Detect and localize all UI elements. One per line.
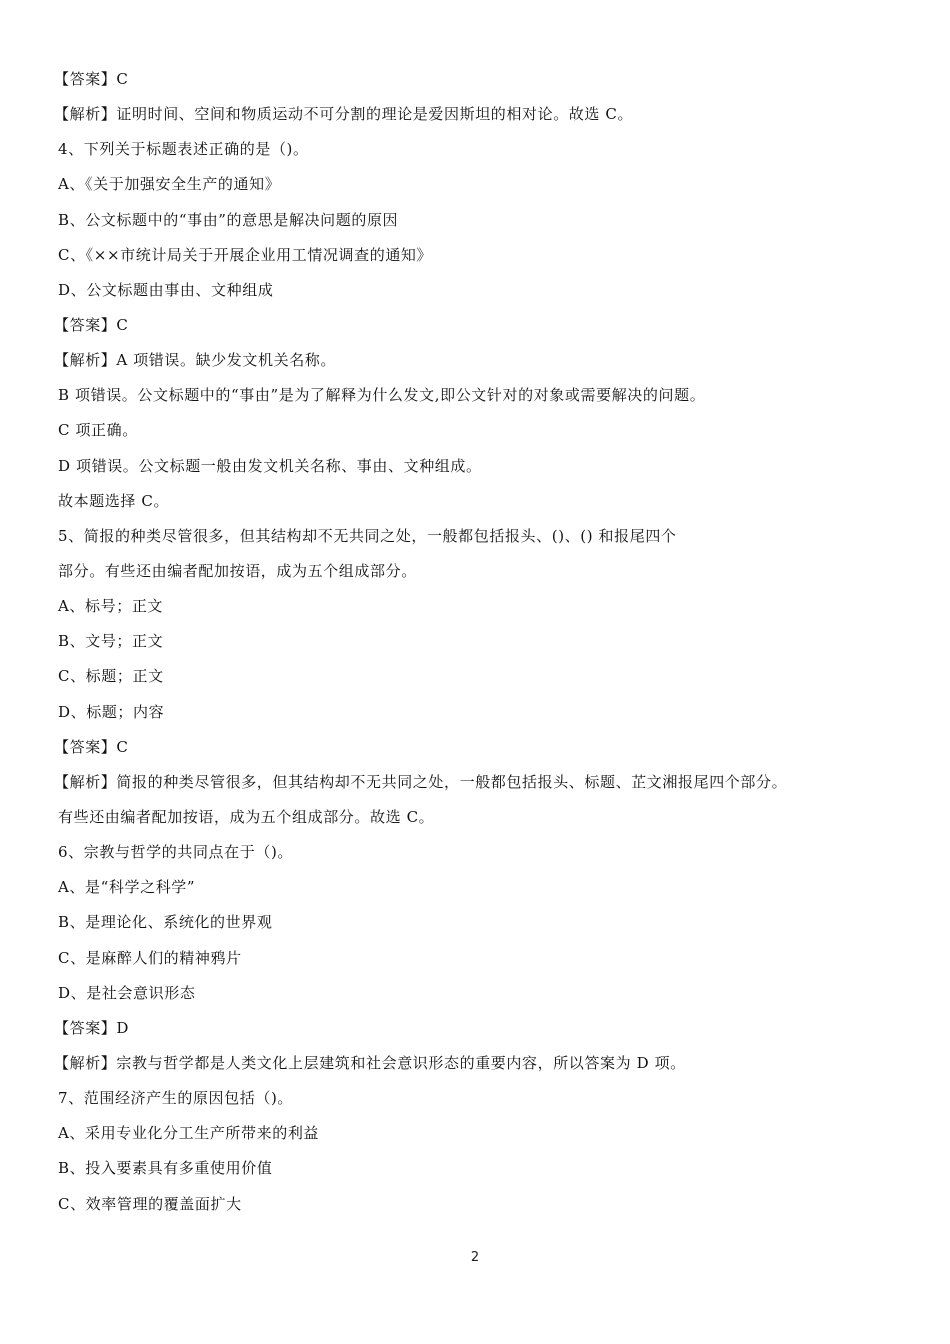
question-line: 7、范围经济产生的原因包括（)。 [58,1089,293,1108]
option-line: A、《关于加强安全生产的通知》 [58,175,281,194]
answer-line: 【答案】C [54,737,129,756]
option-line: C、效率管理的覆盖面扩大 [58,1194,242,1213]
question-line: 4、下列关于标题表述正确的是（)。 [58,140,309,159]
option-line: D、标题；内容 [58,702,165,721]
option-line: B、投入要素具有多重使用价值 [58,1159,273,1178]
option-line: D、公文标题由事由、文种组成 [58,280,274,299]
text-line: 有些还由编者配加按语，成为五个组成部分。故选 C。 [58,807,435,826]
analysis-line: 【解析】宗教与哲学都是人类文化上层建筑和社会意识形态的重要内容，所以答案为 D 项。 [54,1053,686,1072]
text-line: B 项错误。公文标题中的“事由”是为了解释为什么发文,即公文针对的对象或需要解决的问题。 [58,386,706,405]
option-line: A、是“科学之科学” [58,878,196,897]
question-line: 部分。有些还由编者配加按语，成为五个组成部分。 [58,561,417,580]
option-line: B、是理论化、系统化的世界观 [58,913,273,932]
analysis-line: 【解析】简报的种类尽管很多，但其结构却不无共同之处，一般都包括报头、标题、芷文湘报尾四个部分。 [54,772,788,791]
question-line: 5、简报的种类尽管很多，但其结构却不无共同之处，一般都包括报头、()、() 和报尾四个 [58,526,677,545]
option-line: B、公文标题中的“事由”的意思是解决问题的原因 [58,210,399,229]
option-line: A、采用专业化分工生产所带来的利益 [58,1124,320,1143]
option-line: C、是麻醉人们的精神鸦片 [58,948,242,967]
option-line: A、标号；正文 [58,597,164,616]
answer-line: 【答案】D [54,1018,130,1037]
document-body [54,62,898,1222]
analysis-line: 【解析】证明时间、空间和物质运动不可分割的理论是爱因斯坦的相对论。故选 C。 [54,105,634,124]
page-number: 2 [470,1250,480,1265]
option-line: B、文号；正文 [58,632,164,651]
text-line: C 项正确。 [58,421,138,440]
question-line: 6、宗教与哲学的共同点在于（)。 [58,843,293,862]
option-line: C、《××市统计局关于开展企业用工情况调查的通知》 [58,245,433,264]
text-line: D 项错误。公文标题一般由发文机关名称、事由、文种组成。 [58,456,482,475]
answer-line: 【答案】C [54,70,129,88]
text-line: 故本题选择 C。 [58,491,170,510]
answer-line: 【答案】C [54,315,129,334]
option-line: D、是社会意识形态 [58,983,196,1002]
analysis-line: 【解析】A 项错误。缺少发文机关名称。 [54,351,337,370]
option-line: C、标题；正文 [58,667,164,686]
